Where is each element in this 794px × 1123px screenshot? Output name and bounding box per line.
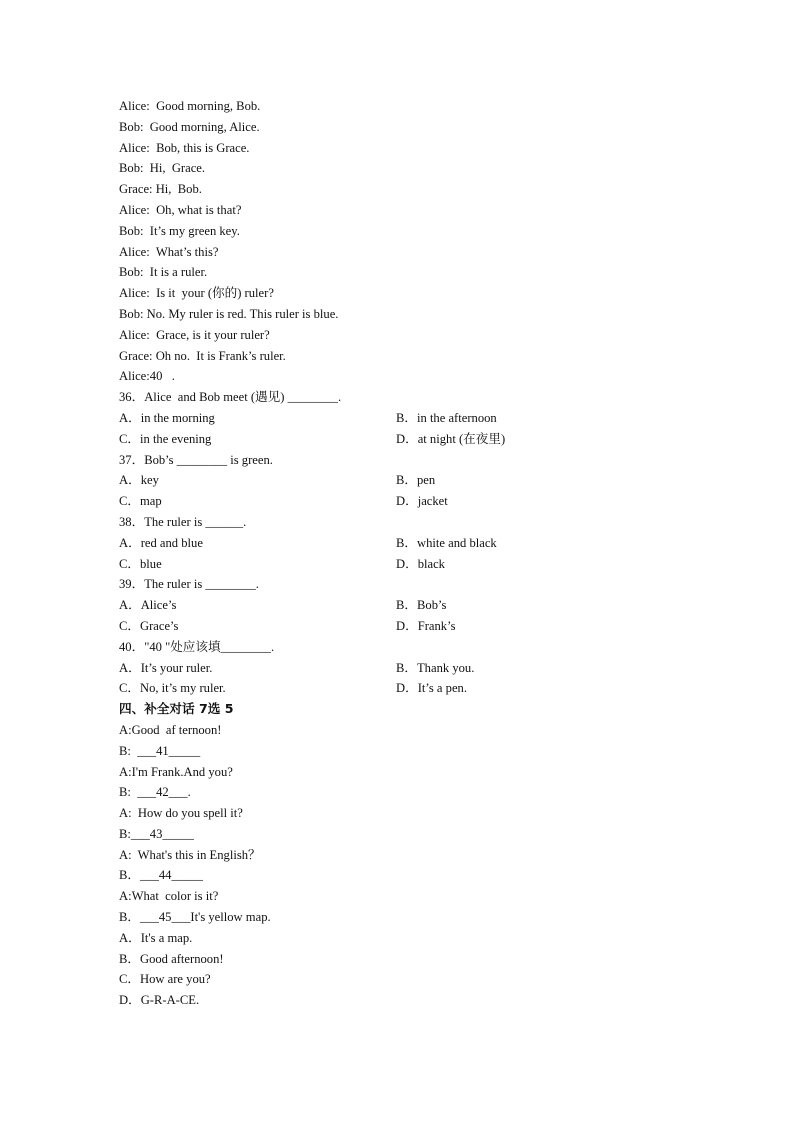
completion-line: A: What's this in English？ xyxy=(119,847,261,862)
question-39 xyxy=(119,574,679,636)
option-d: D．black xyxy=(396,556,445,571)
option-c: C．blue xyxy=(119,556,162,571)
completion-line: A:What color is it? xyxy=(119,889,219,904)
question-stem: 38．The ruler is ______. xyxy=(119,514,247,529)
option-row xyxy=(119,470,679,491)
completion-line: B．___44_____ xyxy=(119,868,203,883)
option-a: A．It’s your ruler. xyxy=(119,660,213,675)
dialogue-line: Bob: It is a ruler. xyxy=(119,265,208,280)
option-a: A．red and blue xyxy=(119,535,203,550)
dialogue-line: Alice: What’s this? xyxy=(119,244,219,259)
dialogue-line: Alice: Bob, this is Grace. xyxy=(119,140,250,155)
option-row xyxy=(119,616,679,637)
dialogue-line: Alice: Oh, what is that? xyxy=(119,202,242,217)
question-40 xyxy=(119,637,679,699)
option-row xyxy=(119,491,679,512)
completion-line: A:I'm Frank.And you? xyxy=(119,764,233,779)
option-row xyxy=(119,678,679,699)
option-row xyxy=(119,658,679,679)
option-b: B．Thank you. xyxy=(396,660,475,675)
option-d: D．Frank’s xyxy=(396,618,456,633)
question-stem: 36．Alice and Bob meet (遇见) ________. xyxy=(119,390,342,405)
option-d: D．jacket xyxy=(396,494,448,509)
question-stem: 40．"40 "处应该填________. xyxy=(119,639,275,654)
dialogue-line: Alice:40 . xyxy=(119,369,175,384)
option-row xyxy=(119,554,679,575)
completion-line: A:Good af ternoon! xyxy=(119,722,222,737)
completion-line: B:___43_____ xyxy=(119,826,194,841)
option-c: C．map xyxy=(119,494,162,509)
dialogue-line: Alice: Grace, is it your ruler? xyxy=(119,327,270,342)
answer-option: A．It's a map. xyxy=(119,930,193,945)
option-c: C．Grace’s xyxy=(119,618,179,633)
section-4 xyxy=(119,699,679,1011)
answer-option: B．Good afternoon! xyxy=(119,951,224,966)
completion-line: B: ___42___. xyxy=(119,785,191,800)
dialogue-line: Bob: No. My ruler is red. This ruler is blue. xyxy=(119,306,339,321)
completion-line: A: How do you spell it? xyxy=(119,806,243,821)
question-36 xyxy=(119,387,679,449)
answer-option: C．How are you? xyxy=(119,972,211,987)
answer-option: D．G-R-A-CE. xyxy=(119,993,200,1008)
option-a: A．in the morning xyxy=(119,410,215,425)
option-row xyxy=(119,595,679,616)
option-row xyxy=(119,533,679,554)
option-d: D．at night (在夜里) xyxy=(396,431,506,446)
option-c: C．in the evening xyxy=(119,431,212,446)
completion-line: B．___45___It's yellow map. xyxy=(119,910,271,925)
question-38 xyxy=(119,512,679,574)
dialogue xyxy=(119,96,679,387)
option-a: A．key xyxy=(119,473,159,488)
option-row xyxy=(119,408,679,429)
dialogue-line: Alice: Is it your (你的) ruler? xyxy=(119,286,274,301)
option-b: B．pen xyxy=(396,473,436,488)
worksheet-content xyxy=(119,96,679,1011)
option-c: C．No, it’s my ruler. xyxy=(119,681,226,696)
dialogue-line: Grace: Oh no. It is Frank’s ruler. xyxy=(119,348,286,363)
option-a: A．Alice’s xyxy=(119,598,177,613)
dialogue-line: Grace: Hi, Bob. xyxy=(119,182,202,197)
completion-line: B: ___41_____ xyxy=(119,743,201,758)
option-b: B．white and black xyxy=(396,535,497,550)
question-stem: 37．Bob’s ________ is green. xyxy=(119,452,273,467)
option-b: B．Bob’s xyxy=(396,598,447,613)
question-stem: 39．The ruler is ________. xyxy=(119,577,259,592)
dialogue-line: Alice: Good morning, Bob. xyxy=(119,99,261,113)
dialogue-line: Bob: Hi, Grace. xyxy=(119,161,206,176)
dialogue-line: Bob: It’s my green key. xyxy=(119,223,240,238)
question-37 xyxy=(119,450,679,512)
option-b: B．in the afternoon xyxy=(396,410,497,425)
option-d: D．It’s a pen. xyxy=(396,681,467,696)
option-row xyxy=(119,429,679,450)
section-heading: 四、补全对话 7选 5 xyxy=(119,701,234,717)
dialogue-line: Bob: Good morning, Alice. xyxy=(119,119,260,134)
